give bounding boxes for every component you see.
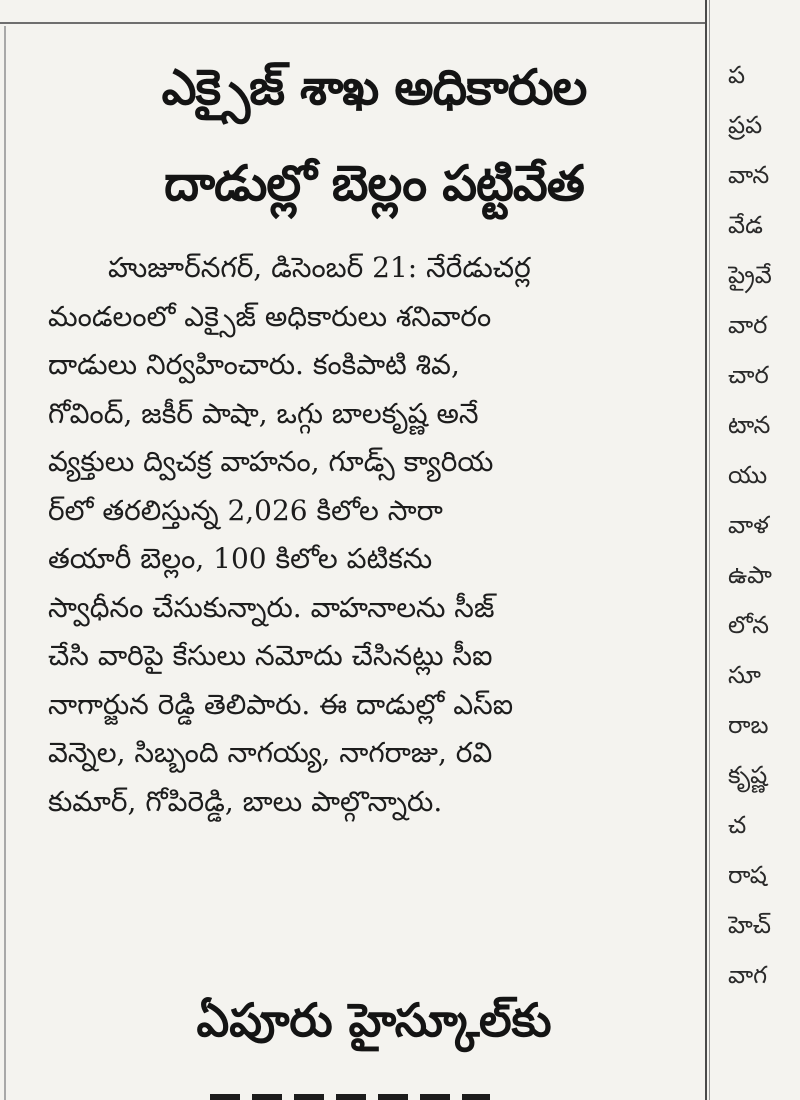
right-column-line: చ [728, 811, 747, 839]
right-column-line: లోన [728, 611, 769, 639]
right-column-fragment [728, 50, 800, 1000]
second-article-headline: ఏపూరు హైస్కూల్‌కు [196, 993, 552, 1047]
right-column-line: వాళ [728, 511, 769, 539]
right-column-line: హెచ్ [728, 911, 772, 939]
headline-line: ఎక్సైజ్ శాఖ అధికారుల [161, 59, 587, 116]
right-column-line: ఉపా [728, 561, 772, 589]
right-column-line: వాన [728, 161, 770, 189]
right-column-line: వార [728, 311, 768, 339]
right-column-line: వేడ [728, 211, 763, 239]
right-column-line: సూ [728, 661, 761, 689]
body-line: ర్‌లో తరలిస్తున్న 2,026 కిలోల సారా [48, 493, 443, 527]
body-line: తయారీ బెల్లం, 100 కిలోల పటికను [48, 542, 433, 575]
right-column-line: చార [728, 361, 769, 389]
body-line: నాగార్జున రెడ్డి తెలిపారు. ఈ దాడుల్లో ఎస్ఐ [48, 687, 514, 721]
body-line: దాడులు నిర్వహించారు. కంకిపాటి శివ, [48, 348, 460, 381]
body-line: వ్యక్తులు ద్విచక్ర వాహనం, గూడ్స్ క్యారియ [48, 445, 494, 478]
second-article [48, 980, 700, 1060]
body-line: హుజూర్‌నగర్, డిసెంబర్ 21: నేరేడుచర్ల [108, 251, 531, 284]
right-column-line: యు [728, 461, 768, 489]
body-line: మండలంలో ఎక్సైజ్ అధికారులు శనివారం [48, 299, 492, 333]
right-column-line: ప [728, 61, 746, 89]
body-line: వెన్నెల, సిబ్బంది నాగయ్య, నాగరాజు, రవి [48, 736, 493, 769]
right-column-line: వాగ [728, 961, 768, 989]
body-line: గోవింద్, జకీర్ పాషా, ఒగ్గు బాలకృష్ణ అనే [48, 396, 479, 430]
article-body [48, 244, 700, 826]
body-line: స్వాధీనం చేసుకున్నారు. వాహనాలను సీజ్ [48, 590, 495, 624]
right-column-line: ప్రైవే [728, 261, 772, 289]
cropped-headline-fragment [210, 1086, 490, 1100]
right-column-line: కృష్ణ [728, 761, 768, 789]
headline-line: దాడుల్లో బెల్లం పట్టివేత [164, 155, 584, 212]
right-column-line: టాన [728, 411, 771, 439]
body-line: చేసి వారిపై కేసులు నమోదు చేసినట్లు సీఐ [48, 639, 493, 672]
right-column-line: రాబ [728, 711, 769, 739]
news-article [48, 40, 700, 826]
article-headline [48, 40, 700, 232]
left-column-rule [4, 26, 6, 1100]
right-column-line: రాష [728, 861, 767, 889]
right-column-line: ప్రప [728, 111, 763, 139]
column-separator-inner [709, 0, 710, 1100]
column-separator [705, 0, 707, 1100]
body-line: కుమార్, గోపిరెడ్డి, బాలు పాల్గొన్నారు. [48, 784, 443, 818]
top-rule [0, 22, 705, 24]
